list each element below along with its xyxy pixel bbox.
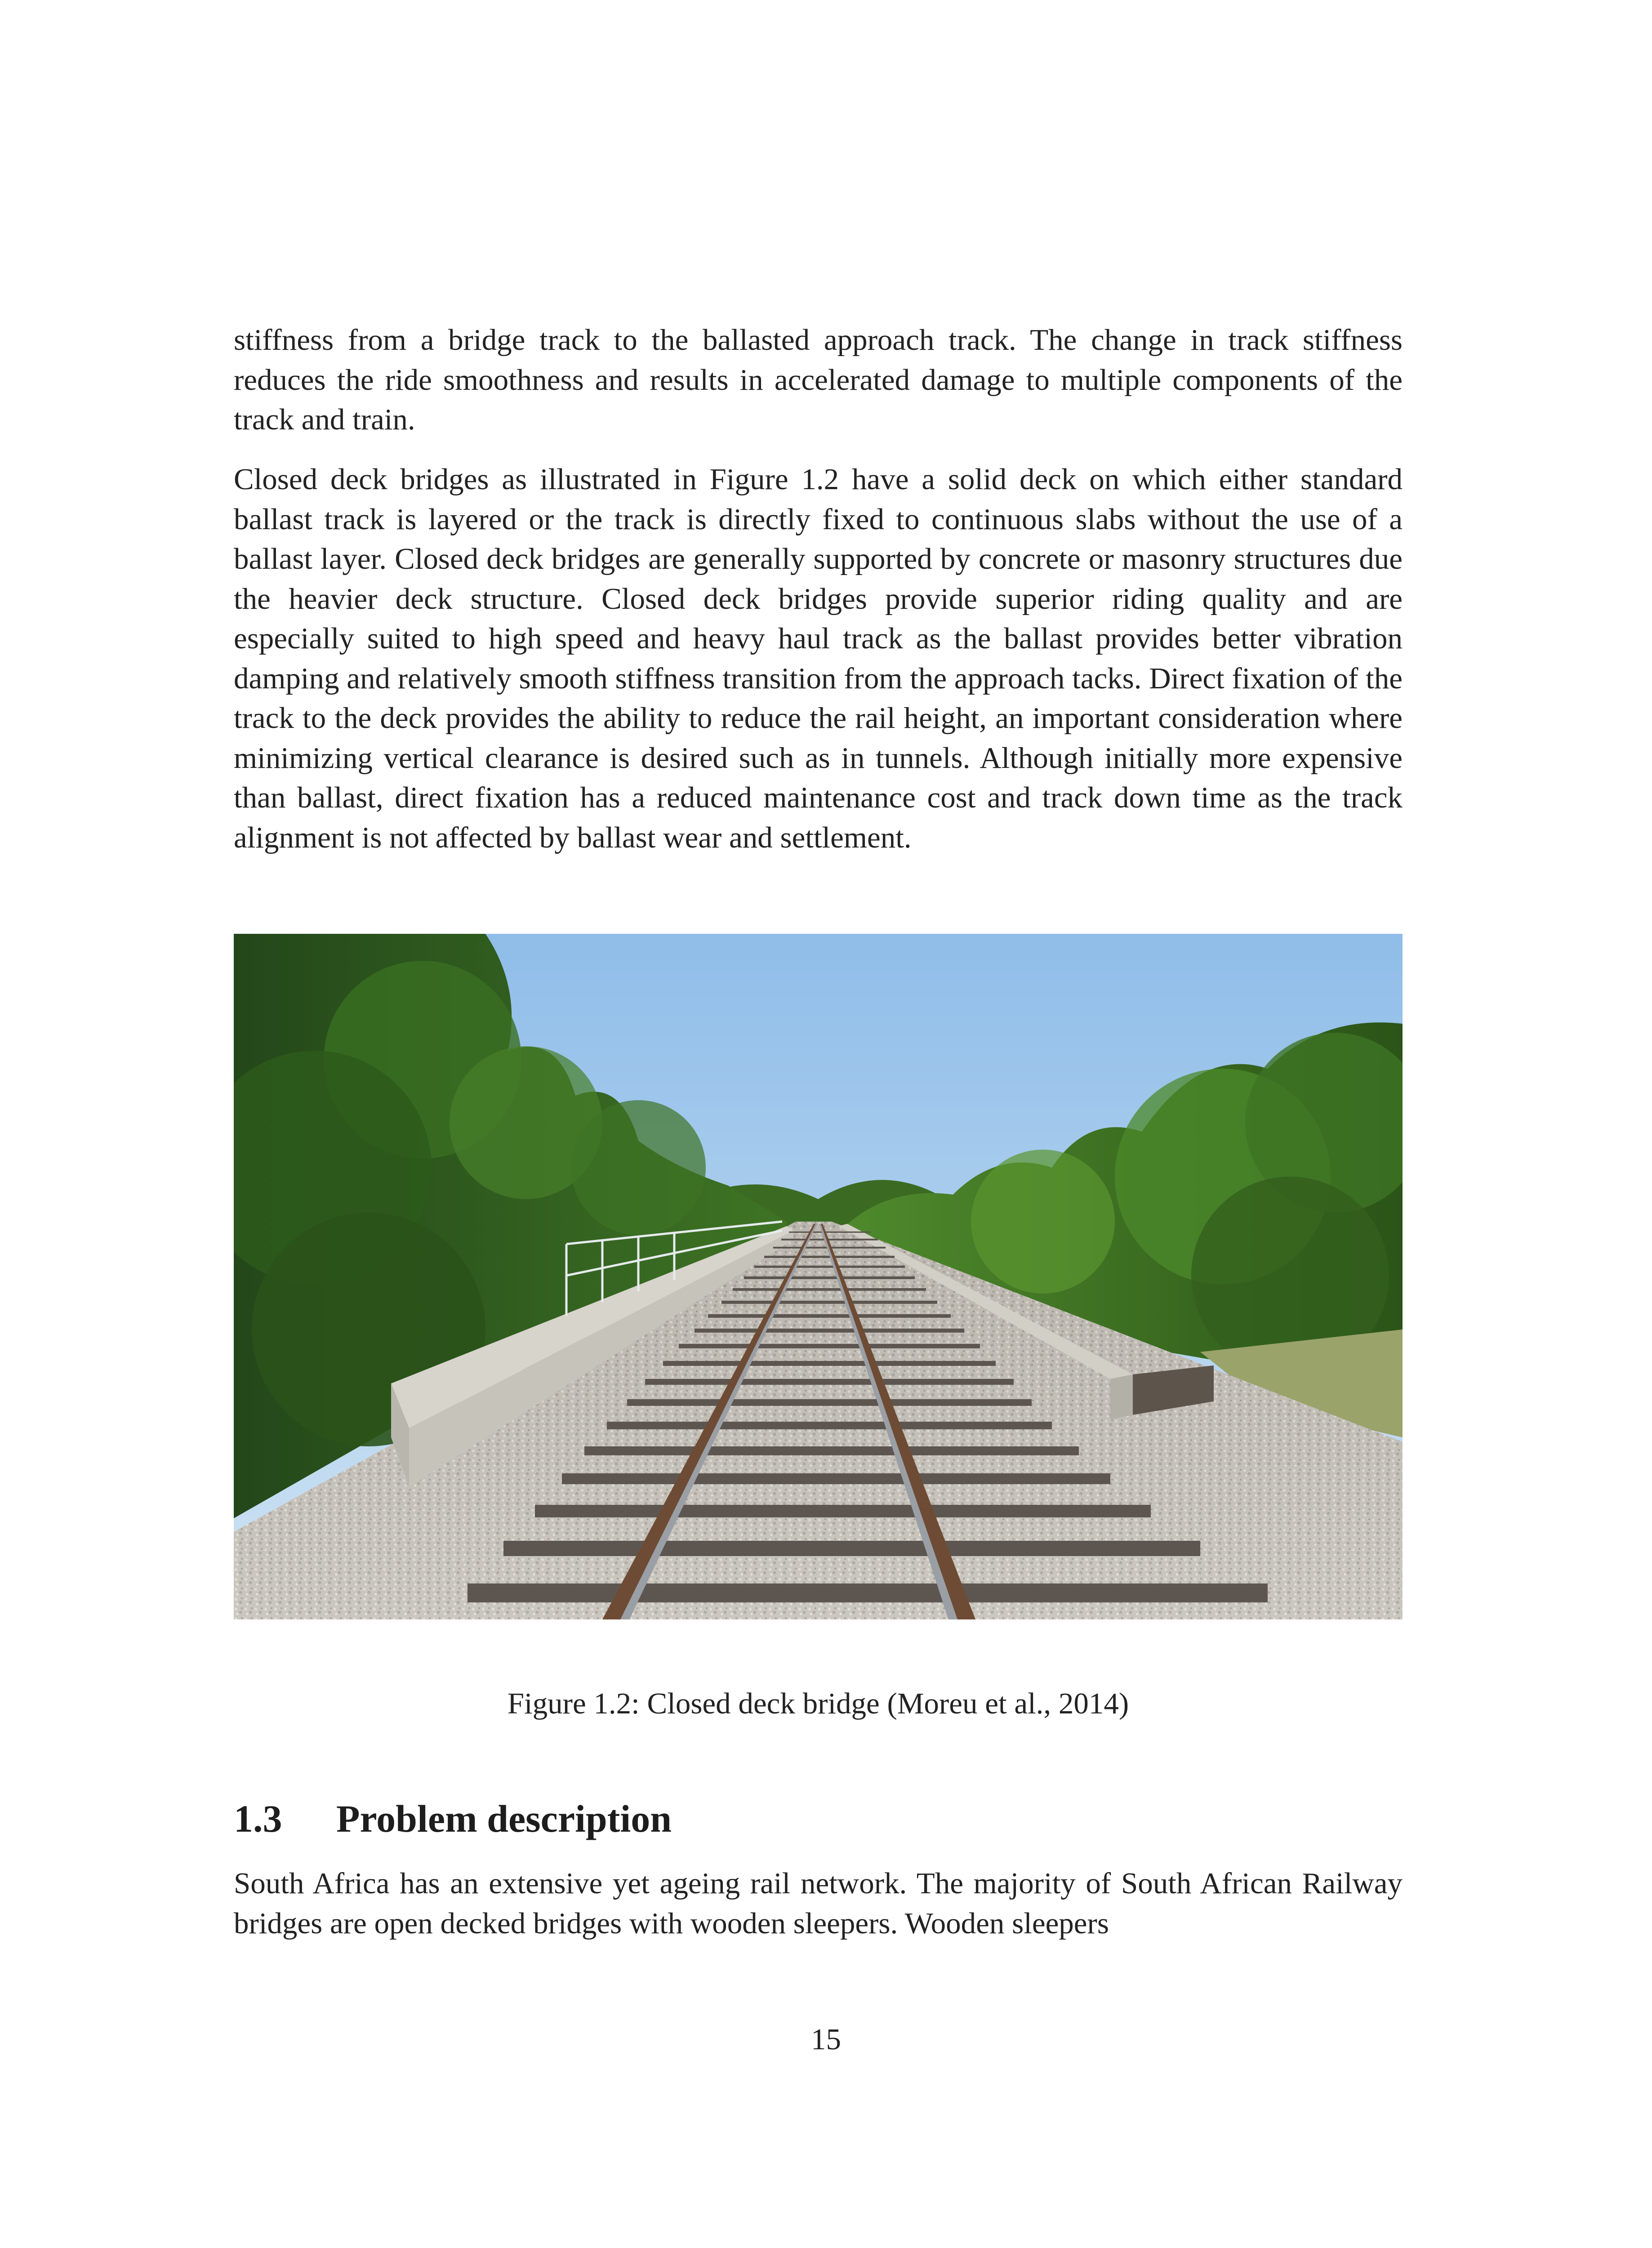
section-title: Problem description <box>336 1797 672 1840</box>
body-paragraph-3: South Africa has an extensive yet ageing rail network. The majority of South African Railway bridges are open decked bridges with wooden sleepers. Wooden sleepers <box>234 1867 1403 1940</box>
page-number: 15 <box>811 2023 841 2056</box>
figure-caption: Figure 1.2: Closed deck bridge (Moreu et al., 2014) <box>507 1687 1129 1720</box>
body-paragraph-1: stiffness from a bridge track to the ballasted approach track. The change in track stiffness reduces the ride smoothness and results in accelerated damage to multiple components of the track and train. <box>234 323 1403 436</box>
body-paragraph-2: Closed deck bridges as illustrated in Figure 1.2 have a solid deck on which either standard ballast track is layered or the track is directly fixed to continuous slabs without the use of a ballast layer. Closed deck bridges are generally supported by concrete or masonry structures due the heavier deck structure. Closed deck bridges provide superior riding quality and are especially suited to high speed and heavy haul track as the ballast provides better vibration damping and relatively smooth stiffness transition from the approach tacks. Direct fixation of the track to the deck provides the ability to reduce the rail height, an important consideration where minimizing vertical clearance is desired such as in tunnels. Although initially more expensive than ballast, direct fixation has a reduced maintenance cost and track down time as the track alignment is not affected by ballast wear and settlement. <box>234 463 1403 854</box>
section-heading <box>234 1796 1403 1841</box>
figure-closed-deck-bridge-photo <box>234 934 1403 1619</box>
section-number: 1.3 <box>234 1797 282 1840</box>
